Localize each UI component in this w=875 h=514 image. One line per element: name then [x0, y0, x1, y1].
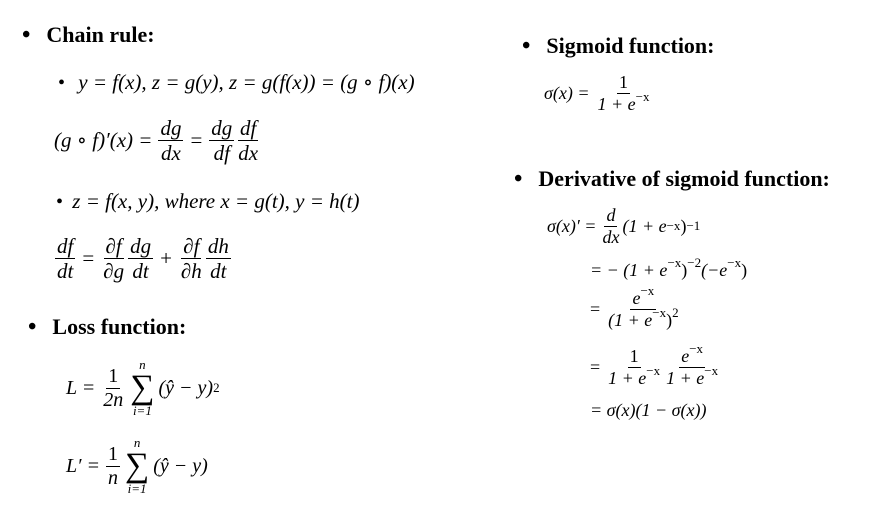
denominator-base: 1 + e	[666, 367, 705, 388]
numerator-base: e	[681, 346, 690, 366]
sigmoid-heading: Sigmoid function:	[546, 33, 715, 58]
sum-upper-limit: n	[133, 435, 141, 450]
denominator-base: 1 + e	[597, 93, 636, 114]
loss-derivative-body: (ŷ − y)	[153, 454, 208, 477]
exponent: −x	[689, 341, 704, 356]
exponent: 2	[672, 304, 679, 320]
denominator: dt	[132, 259, 149, 284]
loss-equation: L = $\frac{1}{2n}$ n ∑ i=1 (ŷ − y) 2	[66, 357, 220, 418]
numerator: 1	[108, 442, 118, 465]
chain-rule-heading: Chain rule:	[46, 22, 155, 47]
exponent: −x	[727, 255, 742, 270]
plus-sign: +	[160, 246, 172, 271]
sum-lower-limit: i=1	[127, 481, 147, 496]
numerator: 1	[108, 364, 119, 387]
fraction	[101, 365, 125, 412]
summation	[125, 436, 149, 496]
exponent: −x	[640, 283, 655, 298]
equals-sign: =	[590, 356, 601, 377]
fraction	[664, 341, 720, 388]
summation-sign: ∑	[130, 369, 155, 406]
chain-rule-line-3	[56, 189, 360, 214]
denominator-base: (1 + e	[608, 309, 653, 330]
sigmoid-derivative-section	[514, 166, 830, 193]
denominator-base: 1 + e	[608, 367, 647, 388]
sigmoid-lhs: σ(x) =	[544, 82, 590, 103]
bullet-icon: •	[514, 166, 523, 192]
numerator: d	[606, 205, 616, 225]
fraction	[101, 234, 126, 283]
sigmoid-derivative-heading: Derivative of sigmoid function:	[538, 166, 830, 191]
chain-rule-section	[22, 22, 155, 49]
derivative-step-1: σ(x)′ = $\frac{d}{dx}$ (1 + e −x ) −1	[547, 205, 701, 247]
denominator	[664, 362, 720, 389]
fraction	[158, 116, 183, 165]
numerator: dg	[130, 234, 152, 258]
chain-rule-line-1	[58, 70, 415, 95]
fraction	[209, 116, 234, 165]
bullet-icon: •	[28, 314, 37, 340]
loss-lhs: L =	[66, 376, 96, 399]
numerator: dg	[211, 116, 233, 140]
sum-upper-limit: n	[139, 357, 146, 372]
denominator: 2n	[103, 388, 124, 411]
loss-derivative-lhs: L′ =	[66, 454, 100, 477]
loss-derivative-equation	[66, 436, 208, 496]
numerator: 1	[619, 72, 628, 92]
derivative-step-3	[590, 283, 682, 330]
denominator: n	[108, 466, 118, 489]
denominator	[606, 304, 680, 331]
numerator: dg	[160, 116, 182, 140]
close-paren: )	[666, 309, 673, 330]
summation-sign: ∑	[125, 447, 150, 484]
derivative-step-4	[590, 341, 721, 388]
numerator: ∂f	[183, 234, 200, 258]
equals-sign: =	[190, 128, 203, 153]
denominator	[606, 362, 662, 389]
denominator	[596, 88, 652, 115]
fraction	[596, 72, 652, 114]
step-body: = σ(x)(1 − σ(x))	[590, 400, 707, 420]
equals-sign: =	[82, 246, 95, 271]
multivariable-definition-text: z = f(x, y), where x = g(t), y = h(t)	[72, 189, 360, 213]
denominator: dx	[238, 141, 259, 166]
fraction	[606, 346, 662, 388]
bullet-icon: •	[522, 33, 531, 59]
fraction	[600, 205, 621, 247]
derivative-step-2	[590, 255, 748, 281]
step-body: (1 + e	[622, 215, 667, 236]
numerator: df	[240, 116, 257, 140]
exponent: −x	[667, 255, 682, 270]
numerator: 1	[629, 346, 639, 366]
bullet-icon: •	[56, 191, 64, 213]
exponent: −x	[652, 304, 667, 320]
denominator: dt	[210, 259, 227, 284]
step-body: = − (1 + e	[590, 260, 668, 280]
close-paren: )	[680, 215, 687, 236]
denominator: dx	[602, 226, 620, 247]
loss-function-heading: Loss function:	[52, 314, 187, 339]
sum-lower-limit: i=1	[132, 403, 152, 418]
sigmoid-equation	[544, 72, 653, 114]
numerator-base: e	[632, 288, 641, 308]
numerator	[679, 341, 705, 368]
denominator: ∂h	[180, 259, 202, 284]
fraction	[106, 443, 120, 490]
derivative-lhs: σ(x)′ =	[547, 215, 597, 236]
fraction	[236, 116, 260, 165]
exponent: −2	[687, 255, 702, 270]
close-paren: )	[681, 260, 688, 280]
close-paren: )	[741, 260, 748, 280]
numerator: df	[57, 234, 74, 258]
bullet-icon: •	[22, 22, 31, 48]
multivariable-chain-rule-equation	[54, 234, 232, 283]
denominator: df	[213, 141, 230, 166]
chain-rule-composition-text: y = f(x), z = g(y), z = g(f(x)) = (g ∘ f)(x)	[78, 70, 415, 94]
chain-rule-derivative-equation	[54, 116, 261, 165]
fraction	[128, 234, 153, 283]
step-body: (−e	[701, 260, 728, 280]
numerator: ∂f	[105, 234, 122, 258]
loss-function-section	[28, 314, 186, 341]
exponent: −x	[704, 362, 719, 378]
derivative-step-5	[590, 400, 707, 421]
exponent: −x	[646, 362, 661, 378]
bullet-icon: •	[58, 72, 66, 94]
fraction	[179, 234, 204, 283]
denominator: dx	[161, 141, 181, 166]
denominator: dt	[57, 259, 74, 284]
sigmoid-section	[522, 33, 715, 60]
numerator: dh	[207, 234, 229, 258]
summation	[130, 358, 154, 418]
equals-sign: =	[590, 298, 601, 319]
loss-body: (ŷ − y)	[158, 376, 214, 399]
fraction	[55, 234, 75, 283]
fraction	[206, 234, 231, 283]
exponent: −x	[635, 88, 650, 104]
fraction	[606, 283, 680, 330]
composition-derivative-lhs: (g ∘ f)′(x) =	[54, 128, 153, 153]
denominator: ∂g	[103, 259, 125, 284]
